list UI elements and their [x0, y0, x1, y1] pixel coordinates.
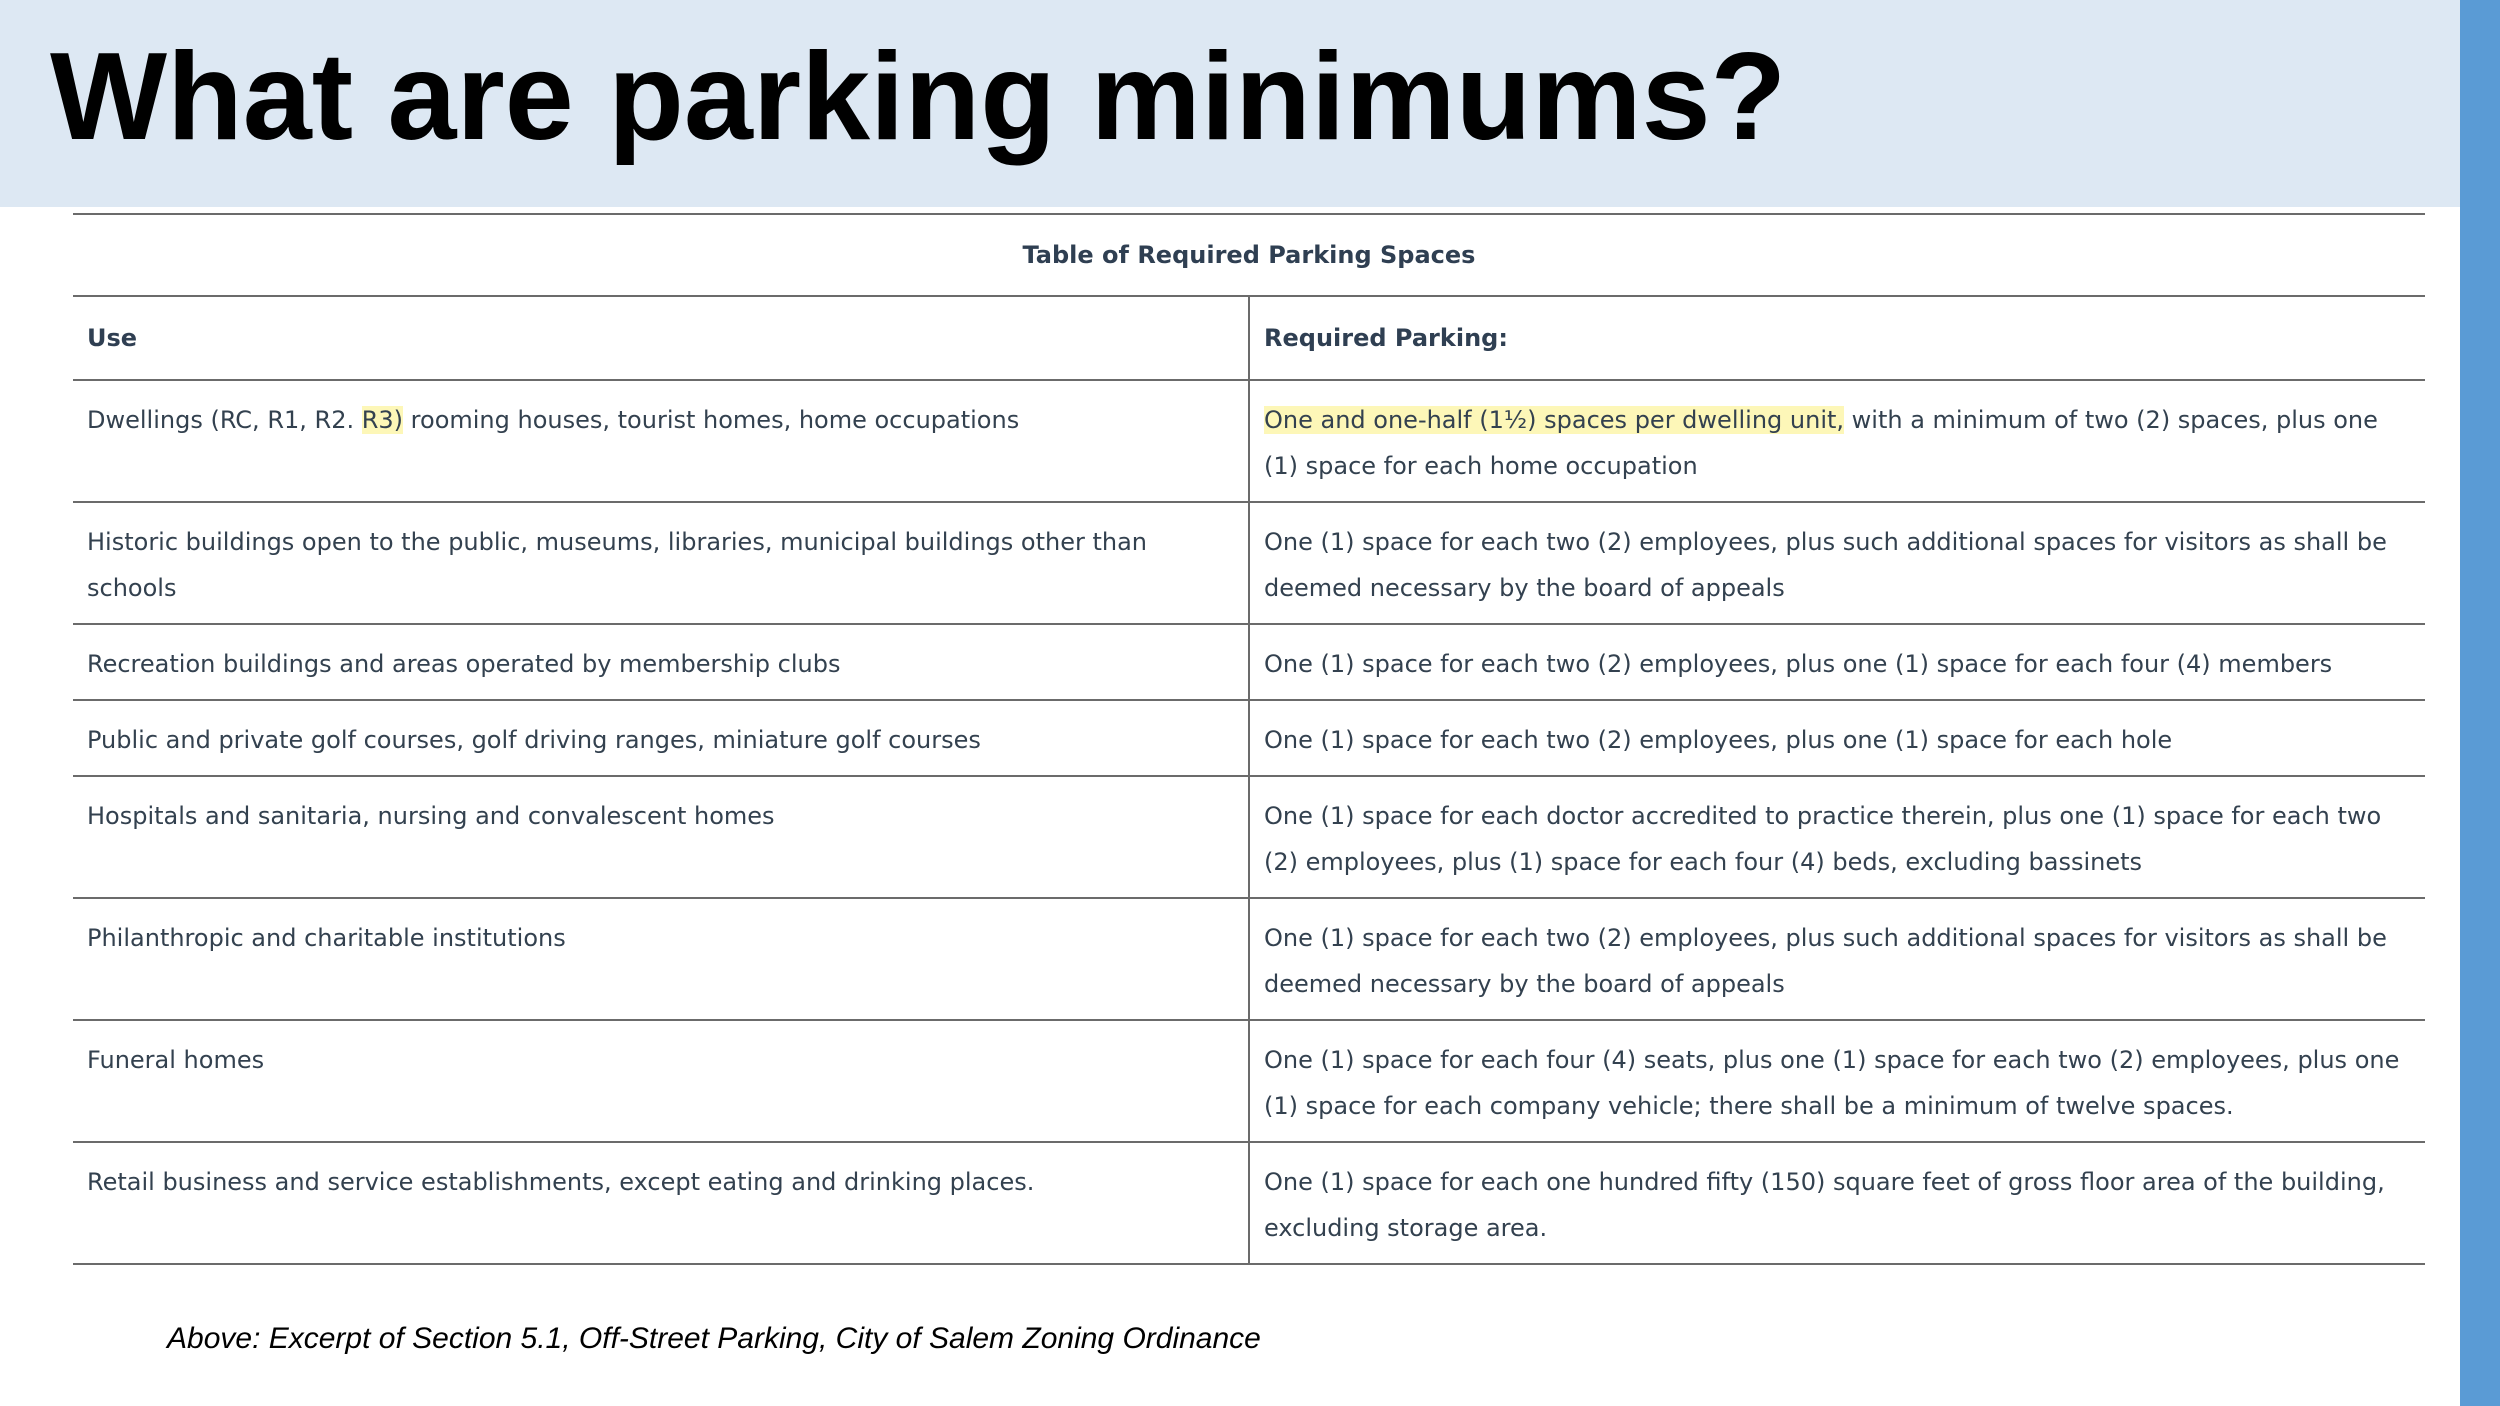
table-row	[73, 380, 2425, 502]
use-cell: Philanthropic and charitable institutions	[73, 898, 1249, 1020]
required-parking-cell: One (1) space for each two (2) employees, plus one (1) space for each four (4) members	[1249, 624, 2425, 700]
parking-table-container	[73, 213, 2425, 1265]
required-parking-cell: One (1) space for each one hundred fifty (150) square feet of gross floor area of the building, excluding storage area.	[1249, 1142, 2425, 1264]
required-parking-cell: One (1) space for each doctor accredited to practice therein, plus one (1) space for each two (2) employees, plus (1) space for each four (4) beds, excluding bassinets	[1249, 776, 2425, 898]
table-row	[73, 700, 2425, 776]
requirement-text: with a minimum of two (2) spaces, plus one (1) space for each home occupation	[1264, 406, 2378, 480]
use-cell	[73, 380, 1249, 502]
required-parking-cell	[1249, 380, 2425, 502]
use-text: rooming houses, tourist homes, home occupations	[403, 406, 1020, 434]
highlighted-requirement-text: One and one-half (1½) spaces per dwelling unit,	[1264, 406, 1845, 434]
use-cell: Retail business and service establishments, except eating and drinking places.	[73, 1142, 1249, 1264]
required-parking-cell: One (1) space for each two (2) employees, plus such additional spaces for visitors as shall be deemed necessary by the board of appeals	[1249, 502, 2425, 624]
table-row	[73, 1020, 2425, 1142]
parking-table	[73, 213, 2425, 1265]
column-header-required-parking: Required Parking:	[1249, 296, 2425, 380]
highlighted-use-text: R3)	[361, 406, 404, 434]
use-cell: Funeral homes	[73, 1020, 1249, 1142]
title-band	[0, 0, 2460, 207]
table-row	[73, 776, 2425, 898]
table-caption: Table of Required Parking Spaces	[73, 214, 2425, 296]
table-row	[73, 1142, 2425, 1264]
table-row	[73, 502, 2425, 624]
use-cell: Public and private golf courses, golf driving ranges, miniature golf courses	[73, 700, 1249, 776]
use-cell: Historic buildings open to the public, museums, libraries, municipal buildings other than schools	[73, 502, 1249, 624]
required-parking-cell: One (1) space for each two (2) employees, plus such additional spaces for visitors as shall be deemed necessary by the board of appeals	[1249, 898, 2425, 1020]
table-row	[73, 624, 2425, 700]
use-cell: Recreation buildings and areas operated by membership clubs	[73, 624, 1249, 700]
slide-title: What are parking minimums?	[50, 28, 1787, 166]
table-row	[73, 898, 2425, 1020]
use-text: Dwellings (RC, R1, R2.	[87, 406, 362, 434]
source-caption: Above: Excerpt of Section 5.1, Off-Street Parking, City of Salem Zoning Ordinance	[167, 1322, 1261, 1355]
column-header-use: Use	[73, 296, 1249, 380]
required-parking-cell: One (1) space for each two (2) employees, plus one (1) space for each hole	[1249, 700, 2425, 776]
use-cell: Hospitals and sanitaria, nursing and convalescent homes	[73, 776, 1249, 898]
required-parking-cell: One (1) space for each four (4) seats, plus one (1) space for each two (2) employees, plus one (1) space for each company vehicle; there shall be a minimum of twelve spaces.	[1249, 1020, 2425, 1142]
accent-bar	[2460, 0, 2500, 1406]
